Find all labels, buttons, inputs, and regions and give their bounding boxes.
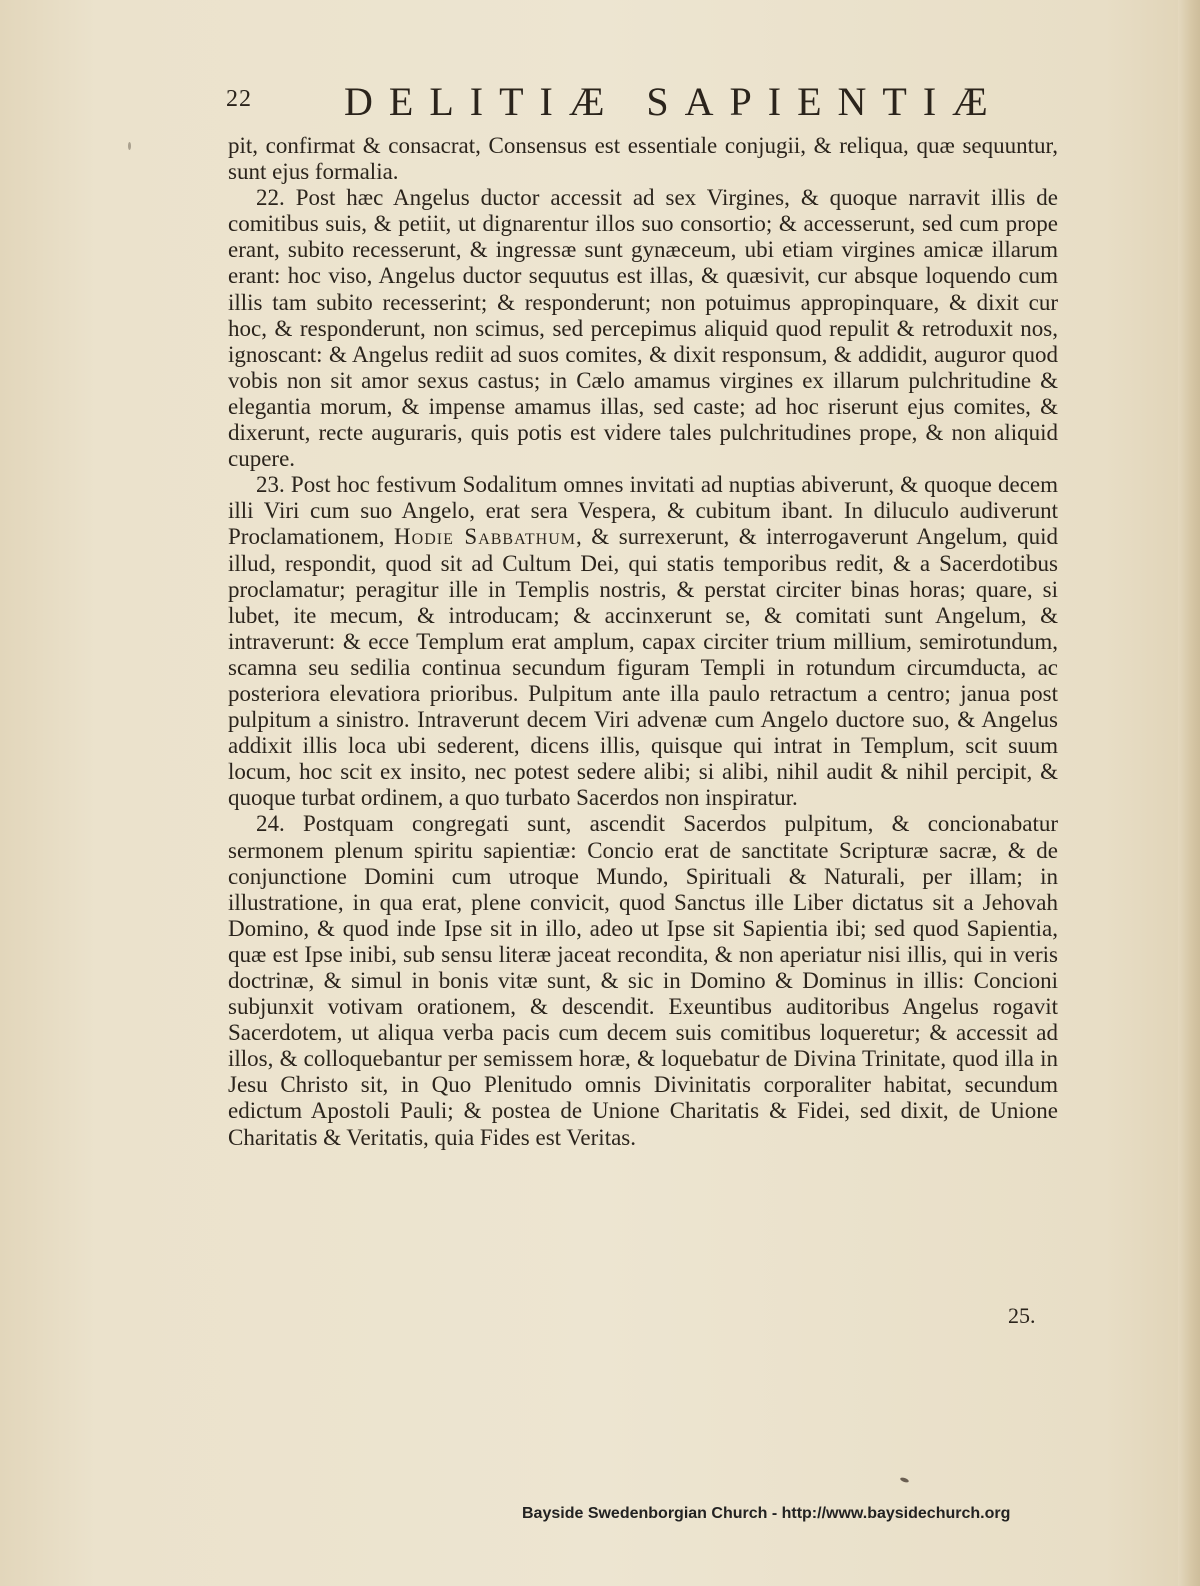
paragraph-22: 22. Post hæc Angelus ductor accessit ad sex Virgines, & quoque narravit illis de comitibus suis, & petiit, ut dignarentur illos suo consortio; & accesserunt, sed cum prope erant, subito recesserunt, & ingressæ sunt gynæceum, ubi etiam virgines amicæ illarum erant: hoc viso, Angelus ductor sequutus est illas, & quæsivit, cur absque loquendo cum illis tam subito recesserint; & responderunt; non potuimus appropinquare, & dixit cur hoc, & responderunt, non scimus, sed percepimus aliquid quod repulit & retroduxit nos, ignoscant: & Angelus rediit ad suos comites, & dixit responsum, & addidit, auguror quod vobis non sit amor sexus castus; in Cælo amamus virgines ex illarum pulchritudine & elegantia morum, & impense amamus illas, sed caste; ad hoc riserunt ejus comites, & dixerunt, recte auguraris, quis potis est videre tales pulchritudines prope, & non aliquid cupere. xyxy=(228,185,1058,472)
proclamation-small-caps: Hodie Sabbathum xyxy=(394,524,576,550)
ink-speck xyxy=(900,1477,910,1484)
page-header xyxy=(226,78,1056,122)
paragraph-24: 24. Postquam congregati sunt, ascendit Sacerdos pulpitum, & concionabatur sermonem plenum spiritu sapientiæ: Concio erat de sanctitate Scripturæ sacræ, & de conjunctione Domini cum utroque Mundo, Spirituali & Naturali, per illam; in illustratione, in qua erat, plene convicit, quod Sanctus ille Liber dictatus sit a Jehovah Domino, & quod inde Ipse sit in illo, adeo ut Ipse sit Sapientia ibi; sed quod Sapientia, quæ est Ipse inibi, sub sensu literæ jaceat recondita, & non aperiatur nisi illis, qui in veris doctrinæ, & simul in bonis vitæ sunt, & sic in Domino & Dominus in illis: Concioni subjunxit votivam orationem, & descendit. Exeuntibus auditoribus Angelus rogavit Sacerdotem, ut aliqua verba pacis cum decem suis comitibus loqueretur; & accessit ad illos, & colloquebantur per semissem horæ, & loquebatur de Divina Trinitate, quod illa in Jesu Christo sit, in Quo Plenitudo omnis Divinitatis corporaliter habitat, secundum edictum Apostoli Pauli; & postea de Unione Charitatis & Fidei, sed dixit, de Unione Charitatis & Veritatis, quia Fides est Veritas. xyxy=(228,811,1058,1150)
body-text xyxy=(228,133,1058,1151)
paragraph-23-part-2: , & surrexerunt, & interrogaverunt Angelum, quid illud, respondit, quod sit ad Cultum Dei, qui statis temporibus redit, & a Sacerdotibus proclamatur; peragitur ille in Templis nostris, & perstat circiter binas horas; quare, si lubet, ite mecum, & introducam; & accinxerunt se, & comitati sunt Angelum, & intraverunt: & ecce Templum erat amplum, capax circiter trium millium, semirotundum, scamna seu sedilia continua secundum figuram Templi in rotundum circumducta, ac posteriora elevatiora prioribus. Pulpitum ante illa paulo retractum a centro; janua post pulpitum a sinistro. Intraverunt decem Viri advenæ cum Angelo ductore suo, & Angelus addixit illis loca ubi sederent, dicens illis, quisque qui intrat in Templum, scit suum locum, hoc scit ex insito, nec potest sedere alibi; si alibi, nihil audit & nihil percipit, & quoque turbat ordinem, a quo turbato Sacerdos non inspiratur. xyxy=(228,524,1059,811)
paragraph-continuation: pit, confirmat & consacrat, Consensus est essentiale conjugii, & reliqua, quæ sequuntur, sunt ejus formalia. xyxy=(228,133,1058,185)
catchword: 25. xyxy=(1008,1303,1036,1328)
website-watermark: Bayside Swedenborgian Church - http://www.baysidechurch.org xyxy=(522,1505,1011,1522)
page-gutter-edge xyxy=(1178,0,1200,1586)
page-number: 22 xyxy=(226,86,252,112)
running-title: DELITIÆ SAPIENTIÆ xyxy=(344,79,1004,124)
ink-speck xyxy=(128,142,131,150)
paragraph-23 xyxy=(228,472,1058,811)
paragraph-23-part-1: 23. Post hoc festivum Sodalitum omnes invitati ad nuptias abiverunt, & quoque decem illi Viri cum suo Angelo, erat sera Vespera, & cubitum ibant. In diluculo audiverunt Proclamationem, xyxy=(228,472,1058,550)
